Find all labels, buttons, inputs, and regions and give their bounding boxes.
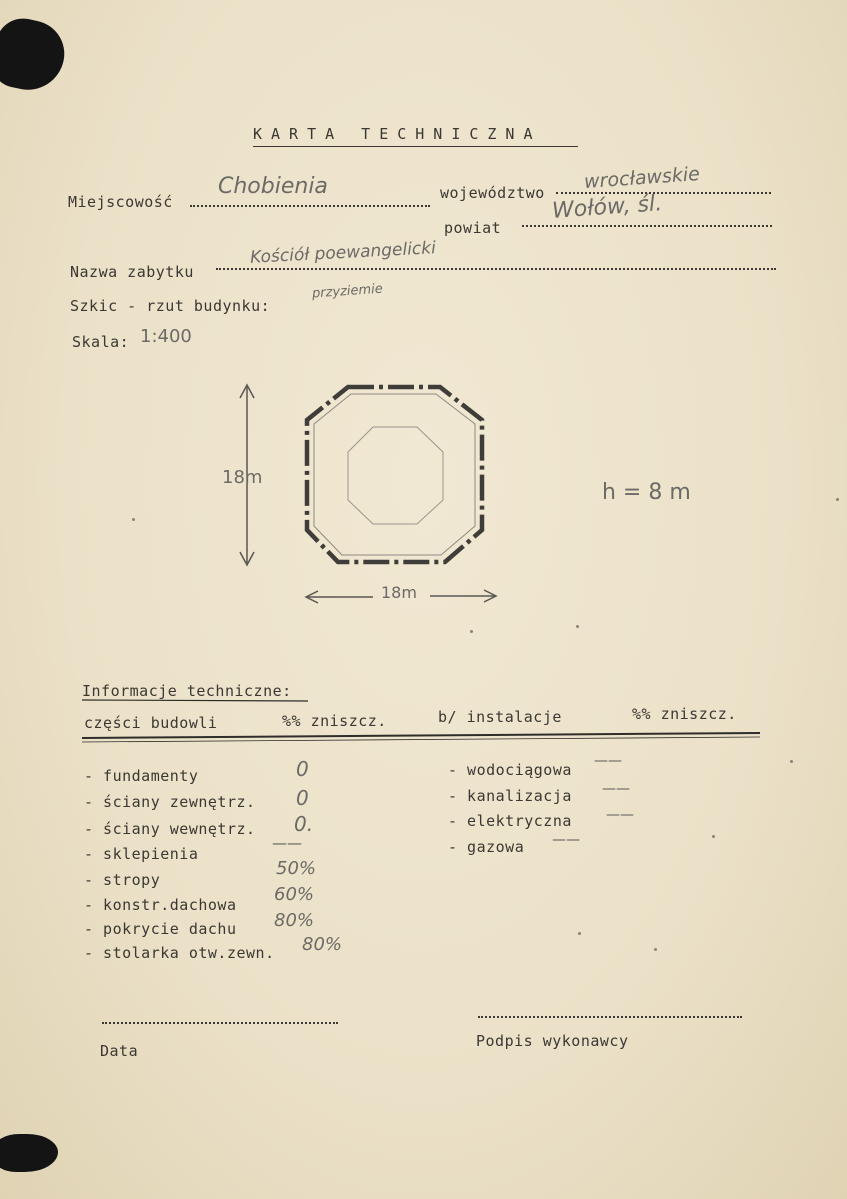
part-value: 0.: [294, 812, 314, 836]
paper-speck: [470, 630, 473, 633]
part-value: 80%: [302, 934, 343, 955]
part-label: - stropy: [84, 871, 161, 889]
part-label: - konstr.dachowa: [84, 896, 237, 914]
installations-column-header: b/ instalacje: [438, 708, 562, 726]
installation-value: ——: [606, 807, 634, 823]
parts-column-header: części budowli: [84, 714, 218, 732]
nazwa-value: Kościół poewangelicki: [249, 238, 437, 268]
installation-value: ——: [602, 781, 630, 797]
powiat-label: powiat: [444, 219, 502, 237]
installation-label: - wodociągowa: [448, 761, 572, 779]
installation-value: ——: [594, 753, 622, 769]
miejscowosc-value: Chobienia: [218, 174, 328, 199]
part-label: - pokrycie dachu: [84, 920, 237, 938]
part-label: - ściany zewnętrz.: [84, 793, 256, 811]
miejscowosc-label: Miejscowość: [68, 193, 173, 211]
paper-speck: [790, 760, 793, 763]
part-value: 80%: [274, 910, 315, 931]
installations-damage-header: %% zniszcz.: [632, 705, 737, 723]
installation-value: ——: [552, 832, 580, 848]
installation-label: - elektryczna: [448, 812, 572, 830]
page-title: KARTA TECHNICZNA: [253, 125, 542, 143]
paper-speck: [654, 948, 657, 951]
paper-speck: [576, 625, 579, 628]
part-value: 50%: [276, 858, 317, 879]
skala-value: 1:400: [140, 326, 192, 347]
part-label: - stolarka otw.zewn.: [84, 944, 275, 962]
outer-wall-outline: [307, 387, 482, 562]
plan-width-label: 18m: [381, 583, 417, 602]
date-label: Data: [100, 1042, 139, 1060]
part-value: ——: [272, 834, 302, 852]
signature-label: Podpis wykonawcy: [476, 1032, 629, 1050]
building-height-label: h = 8 m: [602, 480, 691, 505]
signature-dots: [478, 1016, 742, 1018]
szkic-label: Szkic - rzut budynku:: [70, 297, 271, 315]
wojewodztwo-value: wrocławskie: [583, 162, 701, 194]
powiat-value: Wołów, śl.: [551, 191, 663, 224]
skala-label: Skala:: [72, 333, 130, 351]
outer-wall-thin: [314, 394, 475, 555]
inner-octagon: [348, 427, 443, 524]
part-label: - fundamenty: [84, 767, 199, 785]
paper-speck: [132, 518, 135, 521]
plan-height-label: 18m: [222, 467, 263, 488]
paper-speck: [578, 932, 581, 935]
date-dots: [102, 1022, 338, 1024]
part-label: - ściany wewnętrz.: [84, 820, 256, 838]
paper-speck: [836, 498, 839, 501]
wojewodztwo-label: województwo: [440, 184, 545, 202]
part-label: - sklepienia: [84, 845, 199, 863]
nazwa-label: Nazwa zabytku: [70, 263, 194, 281]
installation-label: - gazowa: [448, 838, 525, 856]
part-value: 0: [296, 786, 309, 810]
info-heading: Informacje techniczne:: [82, 682, 292, 700]
parts-damage-header: %% zniszcz.: [282, 712, 387, 730]
part-value: 0: [296, 757, 309, 781]
szkic-value: przyziemie: [311, 281, 384, 302]
part-value: 60%: [274, 884, 315, 905]
installation-label: - kanalizacja: [448, 787, 572, 805]
paper-speck: [712, 835, 715, 838]
